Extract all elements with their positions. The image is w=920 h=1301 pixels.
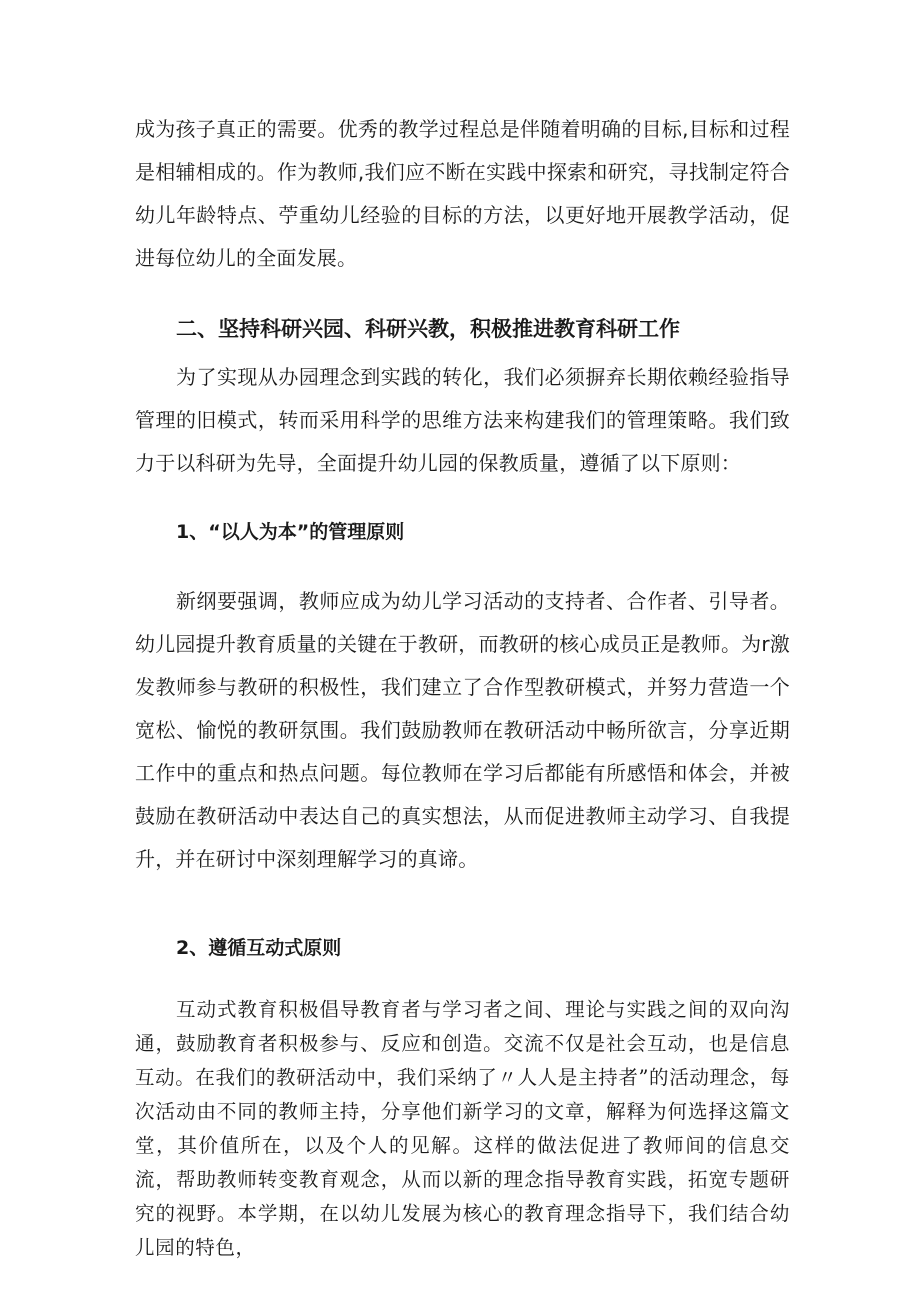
principle-one-title: 1、“以人为本”的管理原则 xyxy=(176,521,405,543)
principle-two-title: 2、遵循互动式原则 xyxy=(176,937,342,959)
section-two-heading: 二、坚持科研兴园、科研兴教，积极推进教育科研工作 xyxy=(176,317,680,341)
paragraph-continuation: 成为孩子真正的需要。优秀的教学过程总是伴随着明确的目标,目标和过程是相辅相成的。作为教师,我们应不断在实践中探索和研究，寻找制定符合幼儿年龄特点、苧重幼儿经验的目标的方法，以更好地开展教学活动，促进每位幼儿的全面发展。 xyxy=(135,117,790,270)
section-two-intro-paragraph: 为了实现从办园理念到实践的转化，我们必须摒弃长期依赖经验指导管理的旧模式，转而采用科学的思维方法来构建我们的管理策略。我们致力于以科研为先导，全面提升幼儿园的保教质量，遵循了以下原则： xyxy=(135,365,790,475)
principle-two-paragraph: 互动式教育积极倡导教育者与学习者之间、理论与实践之间的双向沟通，鼓励教育者积极参与、反应和创造。交流不仅是社会互动，也是信息互动。在我们的教研活动中，我们采纳了〃人人是主持者”的活动理念，每次活动由不同的教师主持，分享他们新学习的文章，解释为何选择这篇文堂，其价值所在，以及个人的见解。这样的做法促进了教师间的信息交流，帮助教师转变教育观念，从而以新的理念指导教育实践，拓宽专题研究的视野。本学期，在以幼儿发展为核心的教育理念指导下，我们结合幼儿园的特色， xyxy=(135,998,790,1259)
principle-one-paragraph: 新纲要强调，教师应成为幼儿学习活动的支持者、合作者、引导者。幼儿园提升教育质量的关键在于教研，而教研的核心成员正是教师。为r激发教师参与教研的积极性，我们建立了合作型教研模式，并努力营造一个宽松、愉悦的教研氛围。我们鼓励教师在教研活动中畅所欲言，分享近期工作中的重点和热点问题。每位教师在学习后都能有所感悟和体会，并被鼓励在教研活动中表达自己的真实想法，从而促进教师主动学习、自我提升，并在研讨中深刻理解学习的真谛。 xyxy=(135,589,790,871)
